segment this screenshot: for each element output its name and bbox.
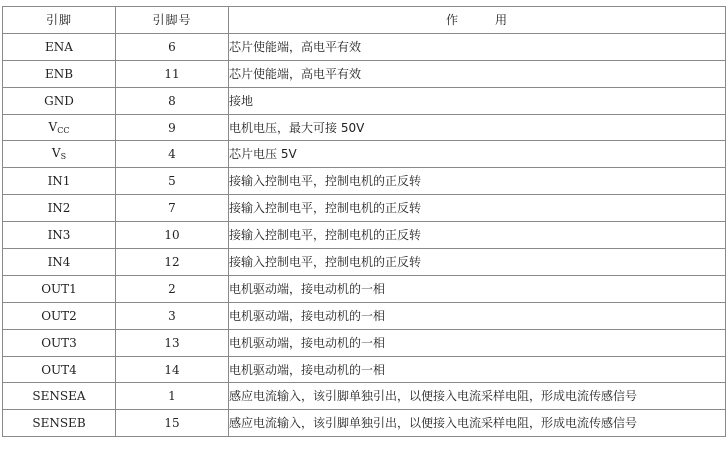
pin-function-cell: 感应电流输入，该引脚单独引出，以便接入电流采样电阻，形成电流传感信号 [229,410,726,437]
table-body [3,33,726,436]
header-function-char-1: 作 [445,12,459,27]
header-row [3,7,726,34]
pin-number-cell: 11 [116,60,229,87]
pin-name: OUT3 [41,335,77,350]
pin-name-cell [3,329,116,356]
pin-name: ENA [45,39,73,54]
table-row [3,410,726,437]
pin-function-cell: 电机电压，最大可接 50V [229,114,726,141]
pin-name-cell [3,275,116,302]
pin-function-cell: 接输入控制电平，控制电机的正反转 [229,249,726,276]
pin-name-cell [3,302,116,329]
pin-number-cell: 9 [116,114,229,141]
pin-name-cell [3,383,116,410]
pin-name: OUT2 [41,308,77,323]
pin-function-cell: 接输入控制电平，控制电机的正反转 [229,195,726,222]
pin-number-cell: 3 [116,302,229,329]
pin-number-cell: 1 [116,383,229,410]
pin-number-cell: 15 [116,410,229,437]
table-row [3,168,726,195]
pin-name-cell [3,114,116,141]
pin-number-cell: 6 [116,33,229,60]
table-row [3,275,726,302]
pin-function-table [2,6,726,437]
pin-number-cell: 4 [116,141,229,168]
table-row [3,60,726,87]
table-row [3,383,726,410]
table-row [3,222,726,249]
pin-name-subscript: S [60,152,67,162]
pin-name: SENSEB [32,416,86,431]
pin-number-cell: 13 [116,329,229,356]
pin-name-cell [3,356,116,383]
header-number: 引脚号 [116,7,229,34]
pin-name: OUT1 [41,281,77,296]
table-row [3,329,726,356]
pin-name-cell [3,87,116,114]
pin-name-cell [3,249,116,276]
table-row [3,33,726,60]
pin-name-cell [3,33,116,60]
pin-name: SENSEA [32,389,86,404]
pin-name: IN4 [47,254,71,269]
pin-name: ENB [44,66,74,81]
pin-name-cell [3,60,116,87]
table-row [3,141,726,168]
pin-function-cell: 电机驱动端，接电动机的一相 [229,356,726,383]
pin-name: IN3 [47,228,71,243]
pin-number-cell: 8 [116,87,229,114]
pin-name-cell [3,195,116,222]
pin-number-cell: 12 [116,249,229,276]
pin-name: V [48,119,58,134]
table-row [3,356,726,383]
pin-name: OUT4 [41,362,77,377]
pin-number-cell: 2 [116,275,229,302]
pin-number-cell: 14 [116,356,229,383]
table-row [3,302,726,329]
pin-name-cell [3,222,116,249]
pin-name: GND [44,93,74,108]
pin-function-cell: 接输入控制电平，控制电机的正反转 [229,222,726,249]
pin-name: IN2 [47,201,71,216]
pin-function-cell: 感应电流输入，该引脚单独引出，以便接入电流采样电阻，形成电流传感信号 [229,383,726,410]
table-row [3,249,726,276]
pin-name: IN1 [47,174,71,189]
pin-function-cell: 接地 [229,87,726,114]
pin-function-cell: 接输入控制电平，控制电机的正反转 [229,168,726,195]
pin-function-cell: 电机驱动端，接电动机的一相 [229,275,726,302]
header-function-char-2: 用 [495,12,509,27]
pin-number-cell: 5 [116,168,229,195]
pin-function-cell: 芯片电压 5V [229,141,726,168]
table-header [3,7,726,34]
pin-number-cell: 7 [116,195,229,222]
pin-function-cell: 芯片使能端，高电平有效 [229,33,726,60]
pin-function-cell: 芯片使能端，高电平有效 [229,60,726,87]
header-pin: 引脚 [3,7,116,34]
pin-function-cell: 电机驱动端，接电动机的一相 [229,329,726,356]
pin-name-cell [3,141,116,168]
table-row [3,87,726,114]
table-row [3,195,726,222]
pin-name-cell [3,410,116,437]
header-function [229,7,726,34]
pin-name-subscript: CC [57,125,70,135]
table-row [3,114,726,141]
pin-name: V [51,146,61,161]
pin-number-cell: 10 [116,222,229,249]
pin-function-cell: 电机驱动端，接电动机的一相 [229,302,726,329]
pin-name-cell [3,168,116,195]
